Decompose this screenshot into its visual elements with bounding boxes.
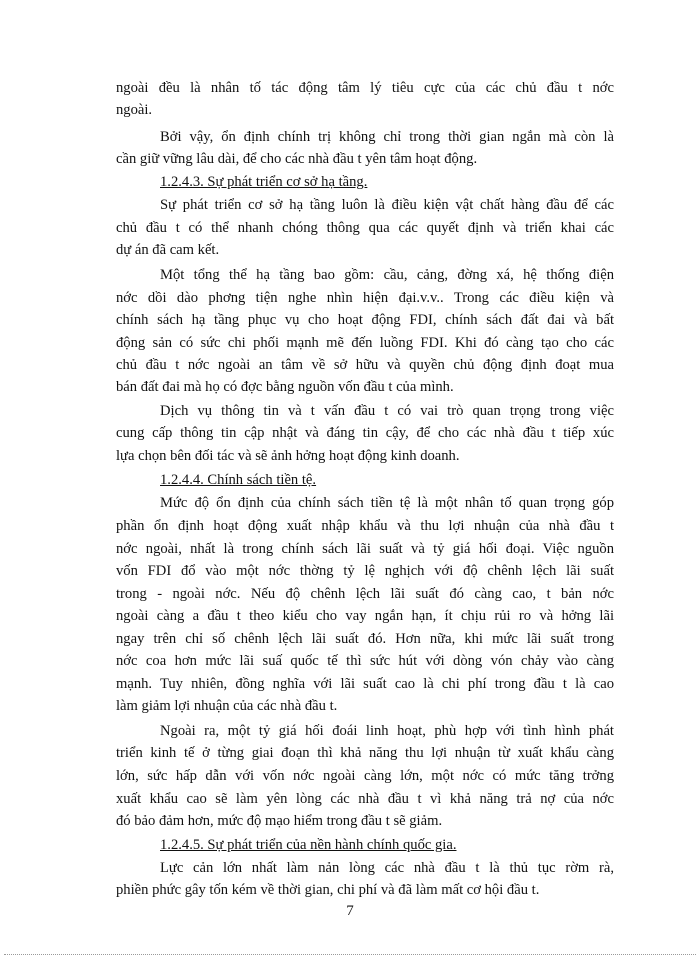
- text-line: xuất khẩu cao sẽ làm yên lòng các nhà đầu t vì khả năng trả nợ của nớc: [116, 791, 614, 807]
- text-line: vốn FDI đổ vào một nớc thờng tỷ lệ nghịch với độ chênh lệch lãi suất: [116, 563, 614, 579]
- text-line: ngoài đều là nhân tố tác động tâm lý tiêu cực của các chủ đầu t nớc: [116, 80, 614, 96]
- text-line: chủ đầu t nớc ngoài an tâm về sở hữu và quyền chủ động định đoạt mua: [116, 357, 614, 373]
- text-line: lựa chọn bên đối tác và sẽ ảnh hởng hoạt động kinh doanh.: [116, 448, 460, 464]
- text-line: ngay trên chỉ số chênh lệch lãi suất đó. Hơn nữa, khi mức lãi suất trong: [116, 631, 614, 647]
- section-heading: 1.2.4.4. Chính sách tiền tệ.: [160, 472, 317, 488]
- text-line: chủ đầu t có thể nhanh chóng thông qua các quyết định và triển khai các: [116, 220, 614, 236]
- text-line: trong - ngoài nớc. Nếu độ chênh lệch lãi suất đó càng cao, t bản nớc: [116, 586, 614, 602]
- section-heading: 1.2.4.3. Sự phát triển cơ sở hạ tầng.: [160, 174, 368, 190]
- text-line: dự án đã cam kết.: [116, 242, 220, 258]
- page-bottom-divider: [4, 954, 696, 955]
- text-line: Sự phát triển cơ sở hạ tầng luôn là điều kiện vật chất hàng đầu để các: [160, 197, 614, 213]
- text-line: ngoài.: [116, 102, 153, 118]
- text-line: cần giữ vững lâu dài, để cho các nhà đầu t yên tâm hoạt động.: [116, 151, 478, 167]
- text-line: phiền phức gây tốn kém về thời gian, chi phí và đã làm mất cơ hội đầu t.: [116, 882, 540, 898]
- text-line: Bởi vậy, ổn định chính trị không chỉ trong thời gian ngắn mà còn là: [160, 129, 614, 145]
- text-line: Mức độ ổn định của chính sách tiền tệ là một nhân tố quan trọng góp: [160, 495, 614, 511]
- text-line: Dịch vụ thông tin và t vấn đầu t có vai trò quan trọng trong việc: [160, 403, 614, 419]
- text-line: phần ổn định hoạt động xuất nhập khẩu và thu lợi nhuận của nhà đầu t: [116, 518, 614, 534]
- text-line: Một tổng thể hạ tầng bao gồm: cầu, cảng, đờng xá, hệ thống điện: [160, 267, 614, 283]
- text-line: ngoài càng a đầu t theo kiểu cho vay ngắn hạn, ít chịu rủi ro và hởng lãi: [116, 608, 614, 624]
- text-line: đó bảo đảm hơn, mức độ mạo hiểm trong đầu t sẽ giảm.: [116, 813, 443, 829]
- page-number: 7: [346, 903, 354, 919]
- section-heading: 1.2.4.5. Sự phát triển của nền hành chính quốc gia.: [160, 837, 457, 853]
- text-line: triển kinh tế ở từng giai đoạn thì khả năng thu lợi nhuận từ xuất khẩu càng: [116, 745, 614, 761]
- text-line: nớc coa hơn mức lãi suấ quốc tế thì sức hút với dòng vón chảy vào càng: [116, 653, 614, 669]
- text-line: làm giảm lợi nhuận của các nhà đầu t.: [116, 698, 338, 714]
- text-line: Lực cản lớn nhất làm nản lòng các nhà đầu t là thủ tục rờm rà,: [160, 860, 614, 876]
- text-line: nớc dồi dào phơng tiện nghe nhìn hiện đại.v.v.. Trong các điều kiện và: [116, 290, 614, 306]
- text-line: nớc ngoài, nhất là trong chính sách lãi suất và tỷ giá hối đoại. Việc nguồn: [116, 541, 614, 557]
- text-line: lớn, sức hấp dẫn với vốn nớc ngoài càng lớn, một nớc có mức tăng trởng: [116, 768, 614, 784]
- text-line: chính sách hạ tầng phục vụ cho hoạt động FDI, chính sách đất đai và bất: [116, 312, 614, 328]
- text-line: mạnh. Tuy nhiên, đồng nghĩa với lãi suất cao là chi phí trong đầu t là cao: [116, 676, 614, 692]
- text-line: động sản có sức chi phối mạnh mẽ đến luồng FDI. Khi đó càng tạo cho các: [116, 335, 614, 351]
- text-line: Ngoài ra, một tỷ giá hối đoái linh hoạt, phù hợp với tình hình phát: [160, 723, 614, 739]
- text-line: cung cấp thông tin cập nhật và đáng tin cậy, để cho các nhà đầu t tiếp xúc: [116, 425, 614, 441]
- text-line: bán đất đai mà họ có đợc bằng nguồn vốn đầu t của mình.: [116, 379, 454, 395]
